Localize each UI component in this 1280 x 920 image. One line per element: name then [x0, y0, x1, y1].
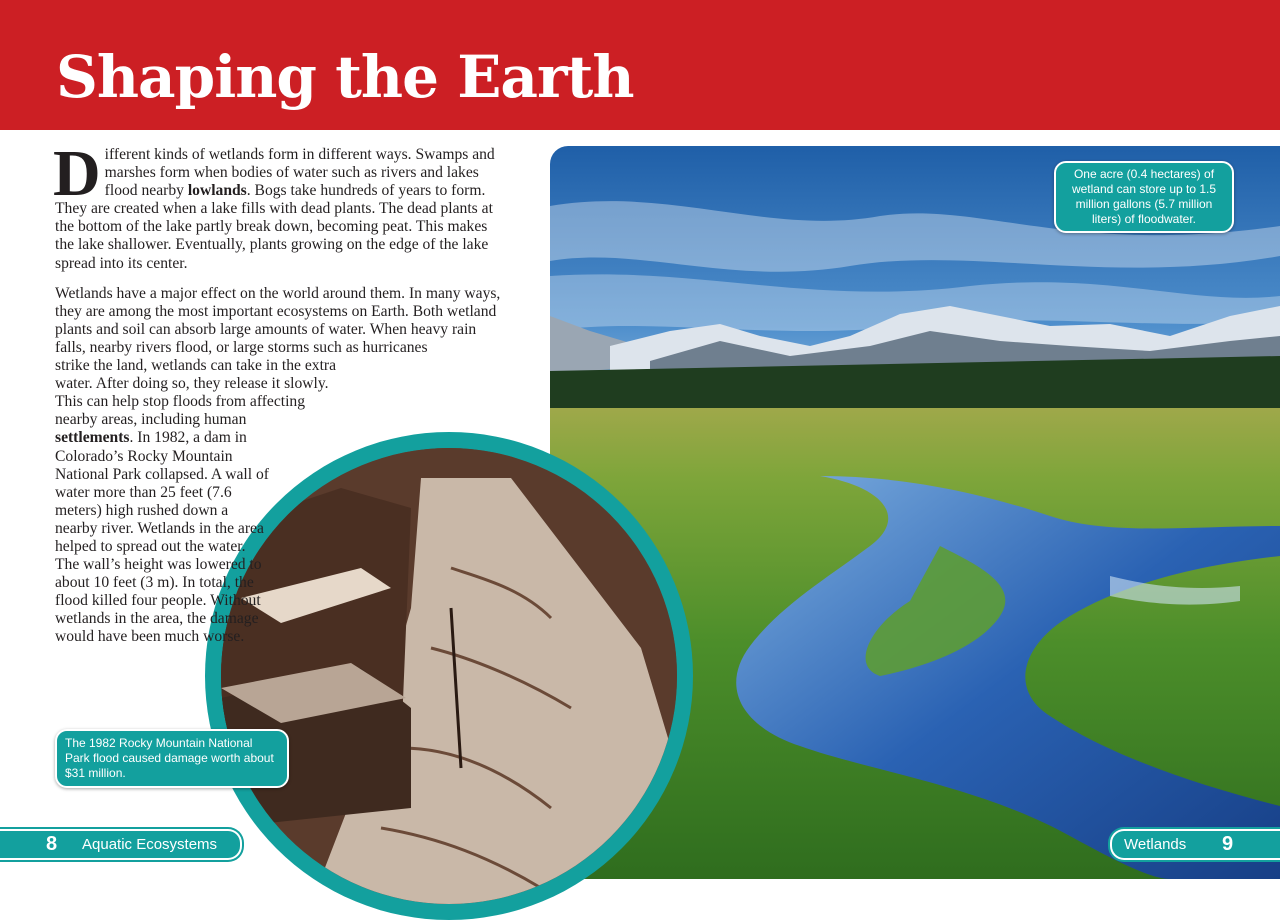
glossary-term-settlements: settlements	[55, 429, 130, 447]
fact-callout-wetland-storage: One acre (0.4 hectares) of wetland can store up to 1.5 million gallons (5.7 million liters) of floodwater.	[1054, 161, 1234, 233]
paragraph-1: Different kinds of wetlands form in different ways. Swamps and marshes form when bodies of water such as rivers and lakes flood nearby lowlands. Bogs take hundreds of years to form. They are created when a lake fills with dead plants. The dead plants at the bottom of the lake partly break down, becoming peat. This makes the lake shallower. Eventually, plants growing on the edge of the lake spread into its center.	[53, 137, 495, 272]
book-title-label: Aquatic Ecosystems	[82, 836, 218, 853]
paragraph-2: Wetlands have a major effect on the world around them. In many ways, they are among the most important ecosystems on Earth. Both wetland plants and soil can absorb large amounts of water. When heavy rain falls, nearby rivers flood, or large storms such as hurricanes strike the land, wetlands can take in the extra water. After doing so, they release it slowly. This can help stop floods from affecting nearby areas, including human settlements. In 1982, a dam in Colorado’s Rocky Mountain National Park collapsed. A wall of water more than 25 feet (7.6 meters) high rushed down a nearby river. Wetlands in the area helped to spread out the water. The wall’s height was lowered to about 10 feet (3 m). In total, the flood killed four people. Without wetlands in the area, the damage would have been much worse.	[55, 285, 510, 647]
glossary-term-lowlands: lowlands	[187, 182, 247, 200]
header-banner	[0, 0, 1280, 130]
chapter-label: Wetlands	[1124, 836, 1187, 853]
fact-callout-flood-damage: The 1982 Rocky Mountain National Park flood caused damage worth about $31 million.	[55, 729, 289, 788]
page-number-left: 8	[46, 833, 58, 855]
footer-right	[1110, 829, 1280, 860]
footer-left	[0, 829, 242, 860]
drop-cap: D	[53, 137, 101, 210]
page-title: Shaping the Earth	[56, 43, 634, 111]
page-number-right: 9	[1222, 833, 1234, 855]
body-text	[53, 137, 510, 685]
